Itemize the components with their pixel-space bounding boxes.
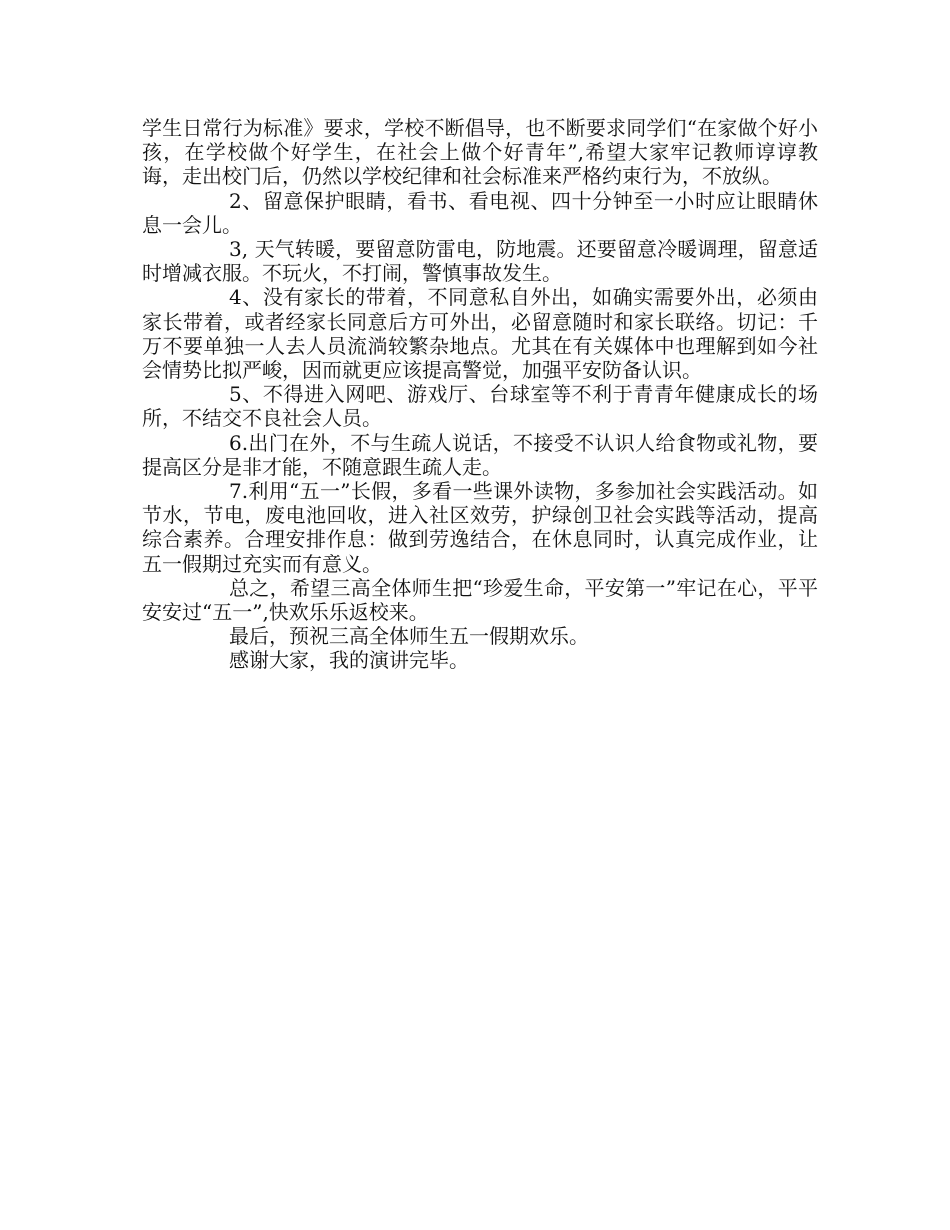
paragraph-item-2: 2、留意保护眼睛，看书、看电视、四十分钟至一小时应让眼睛休息一会儿。 <box>142 188 818 237</box>
paragraph-item-4: 4、没有家长的带着，不同意私自外出，如确实需要外出，必须由家长带着，或者经家长同意后方可外出，必留意随时和家长联络。切记：千万不要单独一人去人员流淌较繁杂地点。尤其在有关媒体中也理解到如今社会情势比拟严峻，因而就更应该提高警觉，加强平安防备认识。 <box>142 285 818 383</box>
paragraph-closing: 感谢大家，我的演讲完毕。 <box>229 648 469 673</box>
paragraph-wishes: 最后，预祝三高全体师生五一假期欢乐。 <box>229 624 589 649</box>
paragraph-item-7: 7.利用“五一”长假，多看一些课外读物，多参加社会实践活动。如节水，节电，废电池回收，进入社区效劳，护绿创卫社会实践等活动，提高综合素养。合理安排作息：做到劳逸结合，在休息同时，认真完成作业，让五一假期过充实而有意义。 <box>142 479 818 576</box>
document-body <box>142 116 818 673</box>
paragraph-summary: 总之，希望三高全体师生把“珍爱生命，平安第一”牢记在心，平平安安过“五一”,快欢乐乐返校来。 <box>142 575 818 625</box>
paragraph-item-6: 6.出门在外，不与生疏人说话，不接受不认识人给食物或礼物，要提高区分是非才能，不随意跟生疏人走。 <box>142 430 818 479</box>
paragraph-continuation: 学生日常行为标准》要求，学校不断倡导，也不断要求同学们“在家做个好小孩，在学校做个好学生，在社会上做个好青年”,希望大家牢记教师谆谆教诲，走出校门后，仍然以学校纪律和社会标准来严格约束行为，不放纵。 <box>142 116 818 189</box>
paragraph-item-3: 3, 天气转暖，要留意防雷电，防地震。还要留意冷暖调理，留意适时增减衣服。不玩火，不打闹，警慎事故发生。 <box>142 237 818 286</box>
paragraph-item-5: 5、不得进入网吧、游戏厅、台球室等不利于青青年健康成长的场所，不结交不良社会人员。 <box>142 382 818 431</box>
